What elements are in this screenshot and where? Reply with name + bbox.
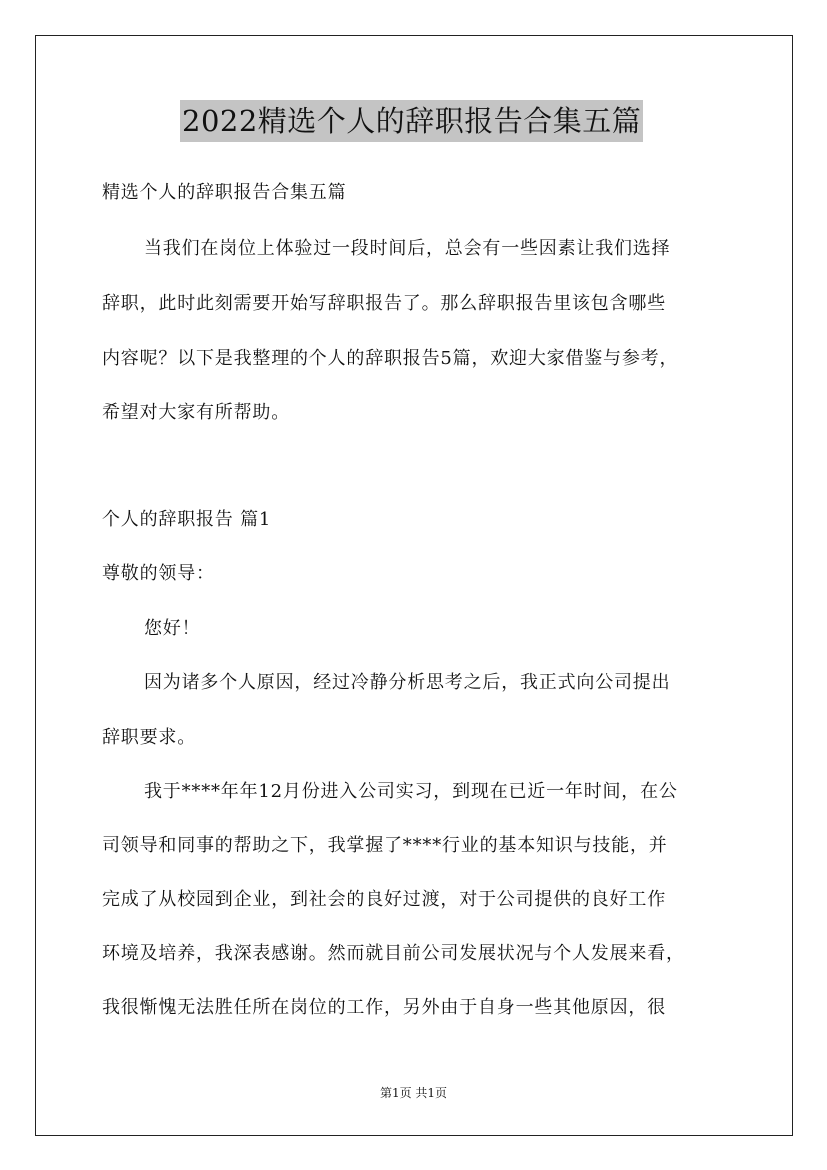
intro-line: 当我们在岗位上体验过一段时间后，总会有一些因素让我们选择 bbox=[144, 238, 671, 259]
intro-line: 内容呢？以下是我整理的个人的辞职报告5篇，欢迎大家借鉴与参考， bbox=[102, 348, 679, 369]
paragraph-line: 环境及培养，我深表感谢。然而就目前公司发展状况与个人发展来看， bbox=[102, 943, 685, 964]
document-title: 2022精选个人的辞职报告合集五篇 bbox=[180, 100, 643, 142]
greeting: 您好！ bbox=[144, 618, 201, 639]
page-footer: 第1页 共1页 bbox=[379, 1086, 448, 1100]
paragraph-line: 完成了从校园到企业，到社会的良好过渡，对于公司提供的良好工作 bbox=[102, 889, 666, 910]
intro-line: 辞职，此时此刻需要开始写辞职报告了。那么辞职报告里该包含哪些 bbox=[102, 293, 666, 314]
document-subtitle: 精选个人的辞职报告合集五篇 bbox=[102, 182, 347, 203]
paragraph-line: 辞职要求。 bbox=[102, 727, 196, 748]
paragraph-line: 司领导和同事的帮助之下，我掌握了****行业的基本知识与技能，并 bbox=[102, 835, 668, 856]
intro-line: 希望对大家有所帮助。 bbox=[102, 402, 290, 423]
paragraph-line: 因为诸多个人原因，经过冷静分析思考之后，我正式向公司提出 bbox=[144, 672, 671, 693]
section-heading: 个人的辞职报告 篇1 bbox=[102, 509, 272, 530]
paragraph-line: 我很惭愧无法胜任所在岗位的工作，另外由于自身一些其他原因，很 bbox=[102, 997, 666, 1018]
salutation: 尊敬的领导： bbox=[102, 563, 215, 584]
paragraph-line: 我于****年年12月份进入公司实习，到现在已近一年时间，在公 bbox=[144, 781, 678, 802]
